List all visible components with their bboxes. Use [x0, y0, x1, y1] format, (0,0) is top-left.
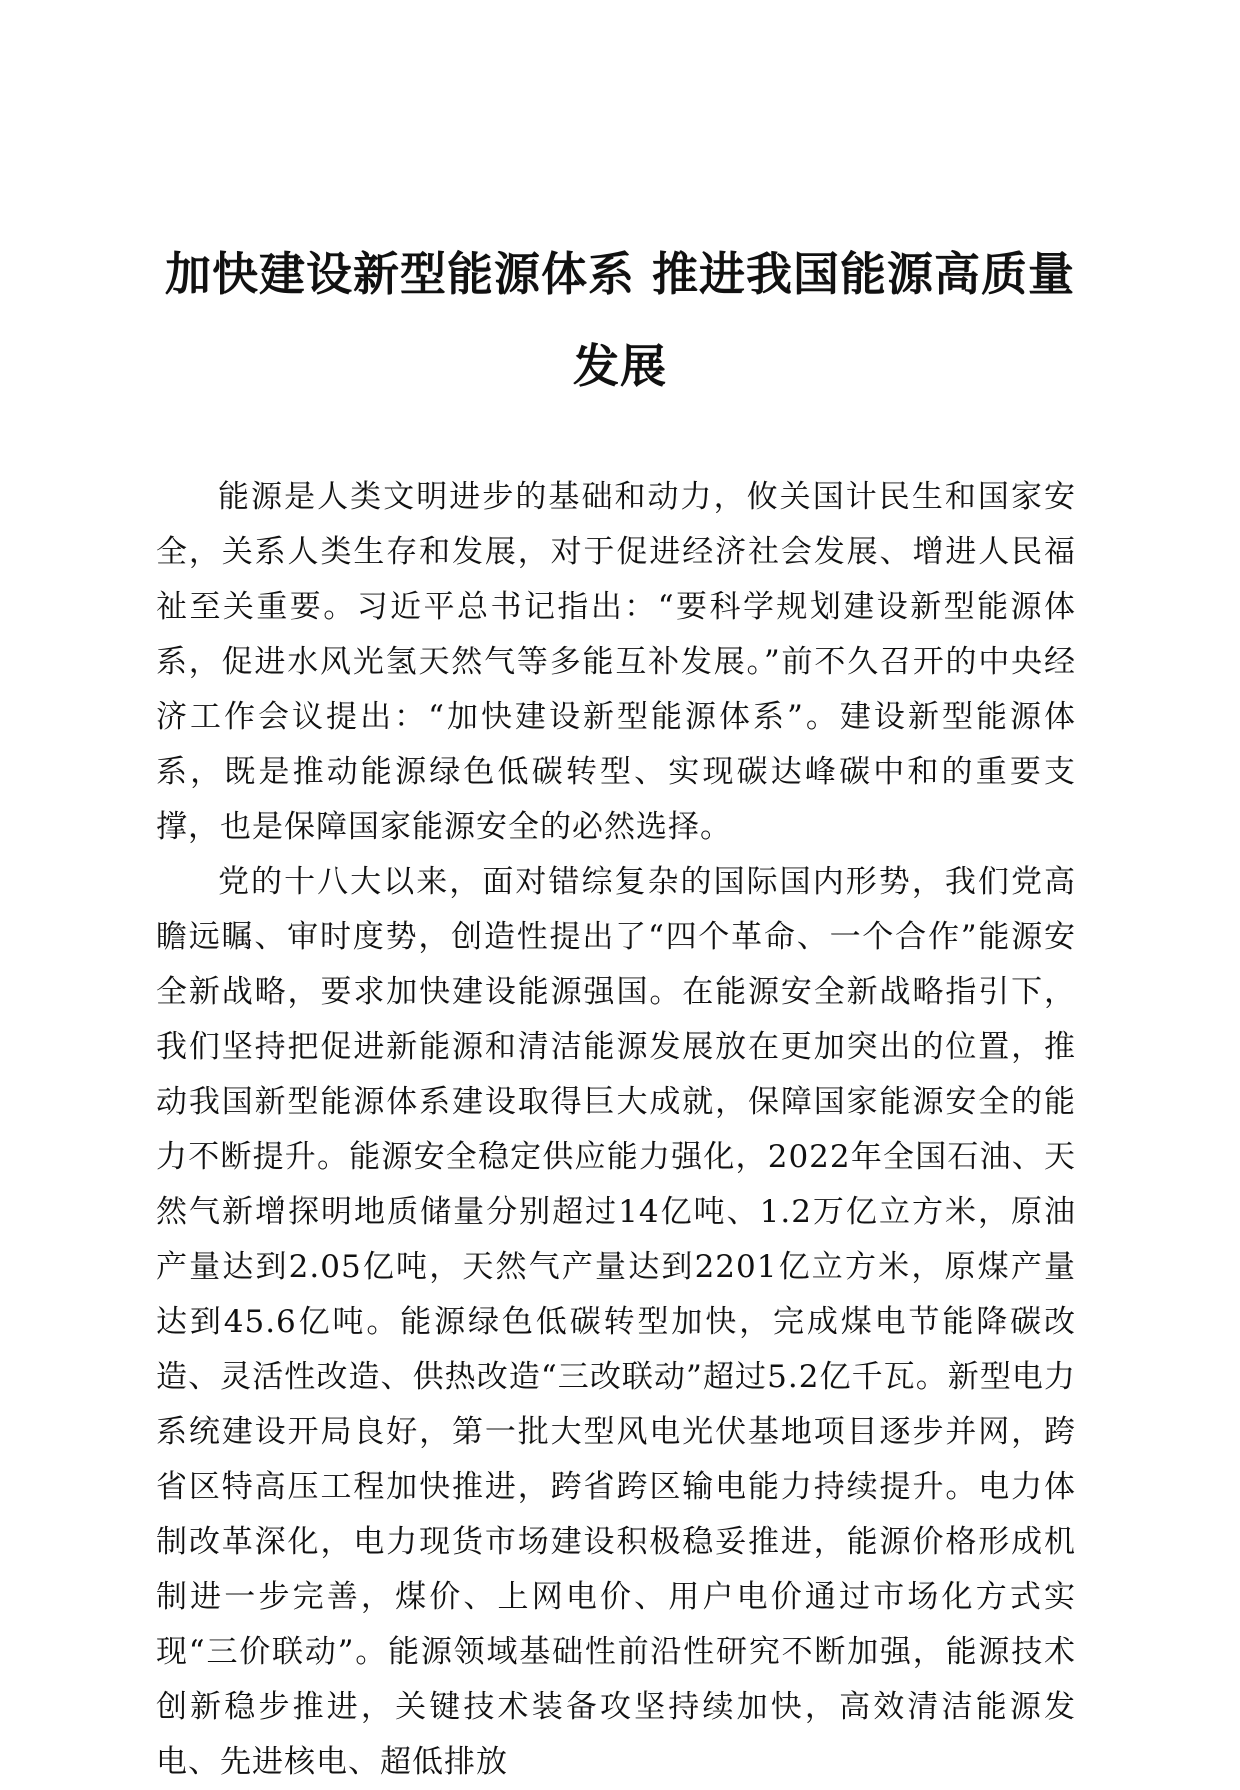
paragraph-2: 党的十八大以来，面对错综复杂的国际国内形势，我们党高瞻远瞩、审时度势，创造性提出了“四个革命、一个合作”能源安全新战略，要求加快建设能源强国。在能源安全新战略指引下，我们坚持把促进新能源和清洁能源发展放在更加突出的位置，推动我国新型能源体系建设取得巨大成就，保障国家能源安全的能力不断提升。能源安全稳定供应能力强化，2022年全国石油、天然气新增探明地质储量分别超过14亿吨、1.2万亿立方米，原油产量达到2.05亿吨，天然气产量达到2201亿立方米，原煤产量达到45.6亿吨。能源绿色低碳转型加快，完成煤电节能降碳改造、灵活性改造、供热改造“三改联动”超过5.2亿千瓦。新型电力系统建设开局良好，第一批大型风电光伏基地项目逐步并网，跨省区特高压工程加快推进，跨省跨区输电能力持续提升。电力体制改革深化，电力现货市场建设积极稳妥推进，能源价格形成机制进一步完善，煤价、上网电价、用户电价通过市场化方式实现“三价联动”。能源领域基础性前沿性研究不断加强，能源技术创新稳步推进，关键技术装备攻坚持续加快，高效清洁能源发电、先进核电、超低排放 [156, 864, 1076, 1780]
paragraph-1: 能源是人类文明进步的基础和动力，攸关国计民生和国家安全，关系人类生存和发展，对于促进经济社会发展、增进人民福祉至关重要。习近平总书记指出：“要科学规划建设新型能源体系，促进水风光氢天然气等多能互补发展。”前不久召开的中央经济工作会议提出：“加快建设新型能源体系”。建设新型能源体系，既是推动能源绿色低碳转型、实现碳达峰碳中和的重要支撑，也是保障国家能源安全的必然选择。 [156, 479, 1076, 845]
document-body [156, 470, 1076, 1790]
document-title: 加快建设新型能源体系 推进我国能源高质量发展 [164, 247, 1075, 393]
